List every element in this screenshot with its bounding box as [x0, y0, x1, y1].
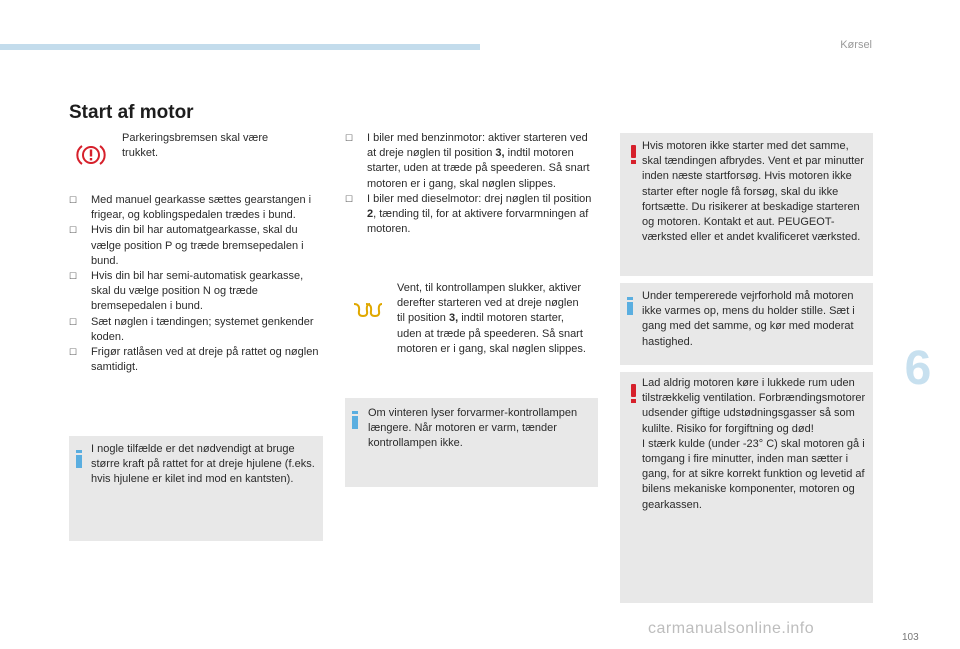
start-steps-list	[69, 193, 324, 375]
chapter-number: 6	[904, 342, 932, 395]
exclamation-icon	[631, 145, 637, 164]
glow-plug-icon	[352, 300, 384, 318]
list-item: ☐ I biler med benzinmotor: aktiver starteren ved at dreje nøglen til position 3, indtil motoren starter, uden at træde på speederen. Så snart motoren er i gang, skal nøglen slippes.	[345, 132, 590, 190]
warning-text	[642, 376, 868, 513]
info-icon	[75, 450, 83, 468]
warning-paragraph: Lad aldrig motoren køre i lukkede rum uden tilstrækkelig ventilation. Forbrændingsmotorer udsender giftige udstødningsgasser så som kulilte. Risiko for forgiftning og død!	[642, 377, 866, 435]
list-item: ☐ I biler med dieselmotor: drej nøglen til position 2, tænding til, for at aktivere forvarmningen af motoren.	[345, 192, 592, 236]
handbrake-note: Parkeringsbremsen skal være trukket.	[122, 132, 269, 160]
checkbox-bullet-icon: ☐	[69, 316, 78, 327]
warning-paragraph: I stærk kulde (under -23° C) skal motoren gå i tomgang i fire minutter, inden man sætter i gang, for at sikre korrekt funktion og levetid af bilens mekaniske komponenter, motoren og gearkassen.	[642, 437, 865, 511]
info-icon	[351, 411, 359, 429]
glow-plug-note: Vent, til kontrollampen slukker, aktiver derefter starteren ved at dreje nøglen til position 3, indtil motoren starter, uden at træde på speederen. Så snart motoren er i gang, skal nøglen slippes.	[397, 282, 586, 355]
info-box-winter	[345, 398, 598, 487]
brake-warning-icon	[76, 143, 106, 167]
list-item: ☐ Sæt nøglen i tændingen; systemet genkender koden.	[69, 315, 314, 343]
checkbox-bullet-icon: ☐	[345, 133, 354, 143]
checkbox-bullet-icon: ☐	[69, 195, 78, 205]
info-box-warmup	[620, 283, 873, 365]
list-item: ☐ Hvis din bil har semi-automatisk gearkasse, skal du vælge position N og træde bremsepedalen i bund.	[69, 270, 304, 313]
checkbox-bullet-icon: ☐	[69, 225, 78, 236]
info-text: I nogle tilfælde er det nødvendigt at bruge større kraft på rattet for at dreje hjulene (f.eks. hvis hjulene er kilet ind mod en kantsten).	[91, 443, 315, 486]
checkbox-bullet-icon: ☐	[69, 271, 78, 282]
page-title: Start af motor	[69, 102, 194, 123]
info-text: Under tempererede vejrforhold må motoren ikke varmes op, mens du holder stille. Sæt i gang med det samme, og kør med moderat hastighed.	[642, 290, 855, 348]
list-item: ☐ Hvis din bil har automatgearkasse, skal du vælge position P og træde bremsepedalen i bund.	[69, 224, 304, 267]
list-item: ☐ Frigør ratlåsen ved at dreje på rattet og nøglen samtidigt.	[69, 346, 319, 374]
info-box-steering	[69, 436, 323, 541]
list-item: ☐ Med manuel gearkasse sættes gearstangen i frigear, og koblingspedalen trædes i bund.	[69, 194, 312, 222]
header-bar	[0, 44, 480, 50]
engine-type-list	[345, 131, 593, 237]
checkbox-bullet-icon: ☐	[69, 347, 78, 358]
chapter-name: Kørsel	[840, 39, 872, 51]
warning-text: Hvis motoren ikke starter med det samme, skal tændingen afbrydes. Vent et par minutter inden næste startforsøg. Hvis motoren ikke starter efter nogle få forsøg, skal du ikke fortsætte. Du risikerer at beskadige starteren og motoren. Kontakt et aut. PEUGEOT-værksted eller et andet kvalificeret værksted.	[642, 140, 864, 244]
warning-box-ventilation	[620, 372, 873, 603]
info-icon	[626, 297, 634, 315]
warning-box-start-failure	[620, 133, 873, 276]
watermark: carmanualsonline.info	[648, 620, 815, 637]
checkbox-bullet-icon: ☐	[345, 193, 354, 204]
exclamation-icon	[631, 384, 637, 403]
info-text: Om vinteren lyser forvarmer-kontrollampen længere. Når motoren er varm, tænder kontrollampen ikke.	[368, 407, 578, 450]
page-number: 103	[902, 632, 919, 643]
